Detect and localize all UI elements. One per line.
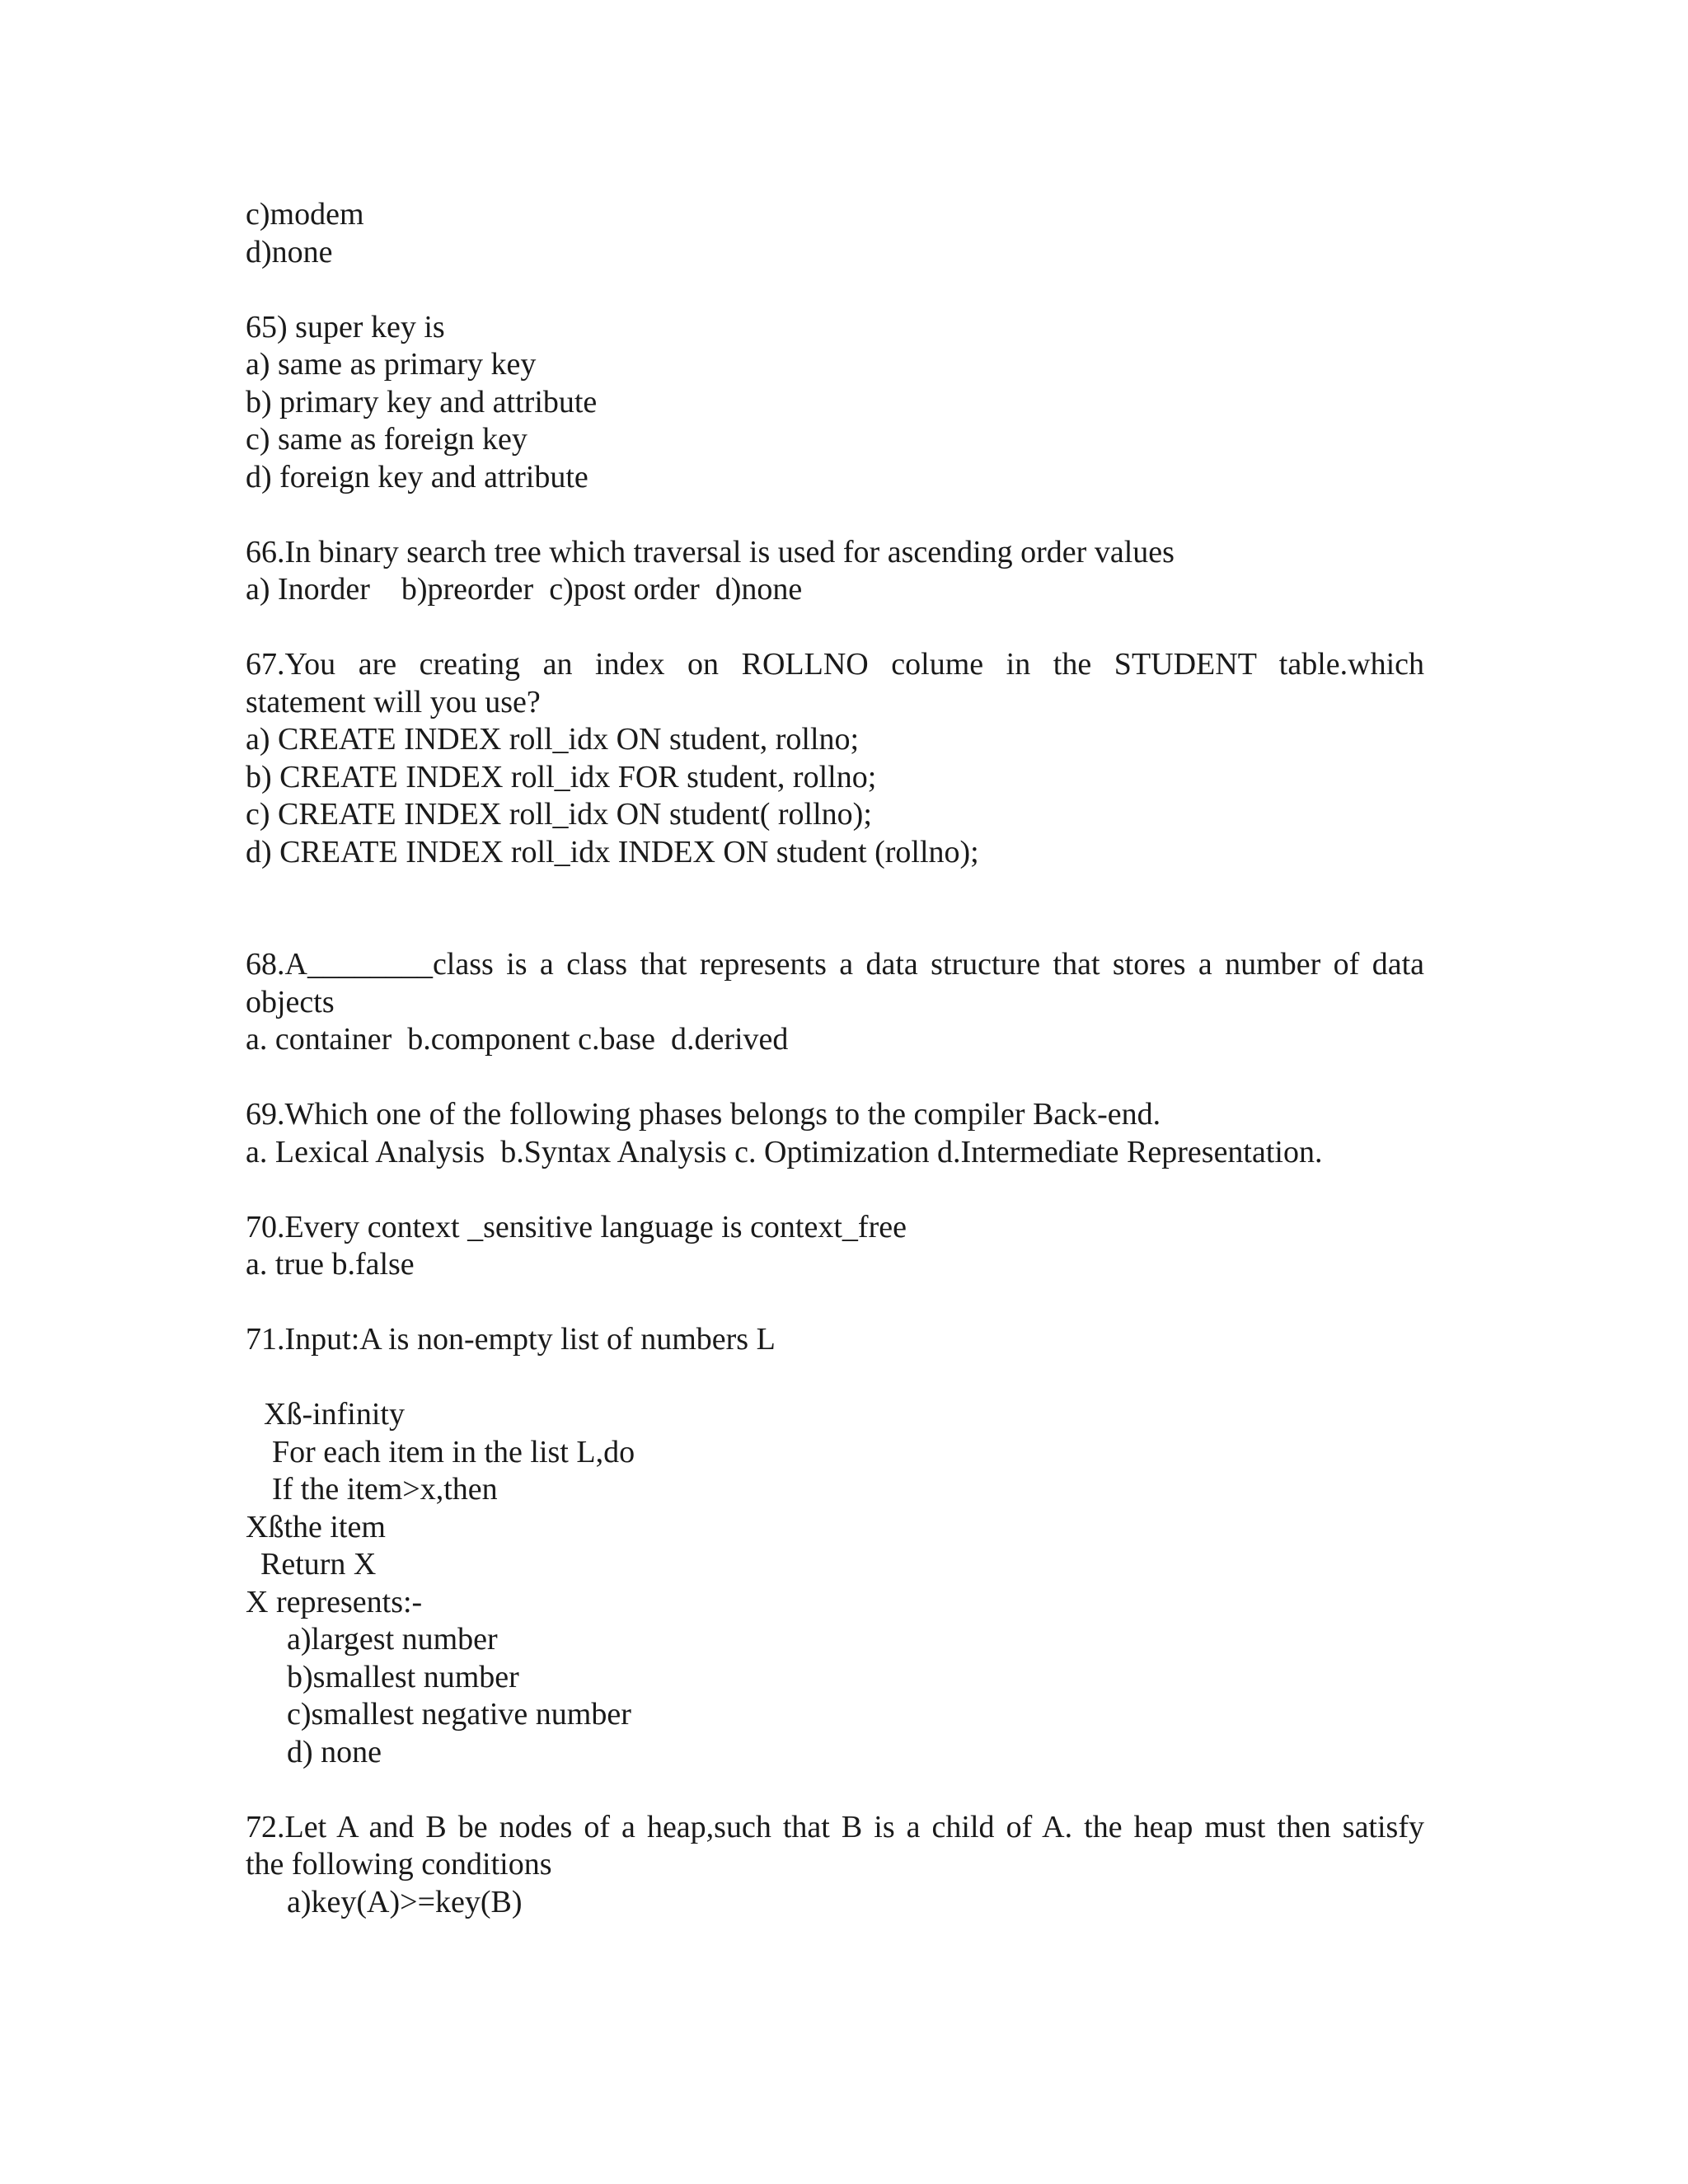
options-q66: a) Inorder b)preorder c)post order d)none (246, 572, 803, 607)
question-72-line-1: 72.Let A and B be nodes of a heap,such that B is a child of A. the heap must then satisfy (246, 1809, 1424, 1844)
question-71: 71.Input:A is non-empty list of numbers L (246, 1322, 776, 1357)
option-d-q65: d) foreign key and attribute (246, 459, 588, 494)
option-b-q67: b) CREATE INDEX roll_idx FOR student, rollno; (246, 759, 877, 794)
document-page (246, 196, 1424, 1921)
option-c-q65: c) same as foreign key (246, 422, 528, 457)
option-a-q67: a) CREATE INDEX roll_idx ON student, rollno; (246, 722, 860, 757)
option-c-q64: c)modem (246, 197, 364, 232)
code-line-3: If the item>x,then (272, 1472, 498, 1507)
question-68-line-1: 68.A________class is a class that represents a data structure that stores a number of data (246, 947, 1424, 982)
option-d-q64: d)none (246, 234, 333, 269)
options-q70: a. true b.false (246, 1247, 415, 1282)
code-line-4: Xßthe item (246, 1509, 386, 1544)
question-71-prompt: X represents:- (246, 1584, 423, 1619)
options-q69: a. Lexical Analysis b.Syntax Analysis c. Optimization d.Intermediate Representation. (246, 1134, 1323, 1169)
question-65: 65) super key is (246, 309, 445, 344)
options-q68: a. container b.component c.base d.derived (246, 1022, 789, 1057)
option-c-q71: c)smallest negative number (287, 1697, 631, 1732)
option-d-q71: d) none (287, 1734, 382, 1769)
question-66: 66.In binary search tree which traversal is used for ascending order values (246, 534, 1175, 569)
question-67-line-2: statement will you use? (246, 684, 541, 719)
question-72-line-2: the following conditions (246, 1847, 552, 1882)
option-b-q71: b)smallest number (287, 1659, 519, 1694)
option-a-q71: a)largest number (287, 1622, 498, 1657)
option-d-q67: d) CREATE INDEX roll_idx INDEX ON student (rollno); (246, 834, 979, 869)
option-a-q65: a) same as primary key (246, 347, 537, 382)
option-c-q67: c) CREATE INDEX roll_idx ON student( rollno); (246, 797, 872, 832)
question-68-line-2: objects (246, 984, 335, 1019)
question-70: 70.Every context _sensitive language is context_free (246, 1209, 907, 1244)
option-b-q65: b) primary key and attribute (246, 384, 598, 419)
code-line-5: Return X (260, 1547, 377, 1582)
question-69: 69.Which one of the following phases belongs to the compiler Back-end. (246, 1097, 1161, 1132)
code-line-2: For each item in the list L,do (272, 1434, 635, 1469)
question-67-line-1: 67.You are creating an index on ROLLNO colume in the STUDENT table.which (246, 647, 1424, 682)
option-a-q72: a)key(A)>=key(B) (287, 1884, 523, 1919)
code-line-1: Xß-infinity (264, 1397, 405, 1432)
